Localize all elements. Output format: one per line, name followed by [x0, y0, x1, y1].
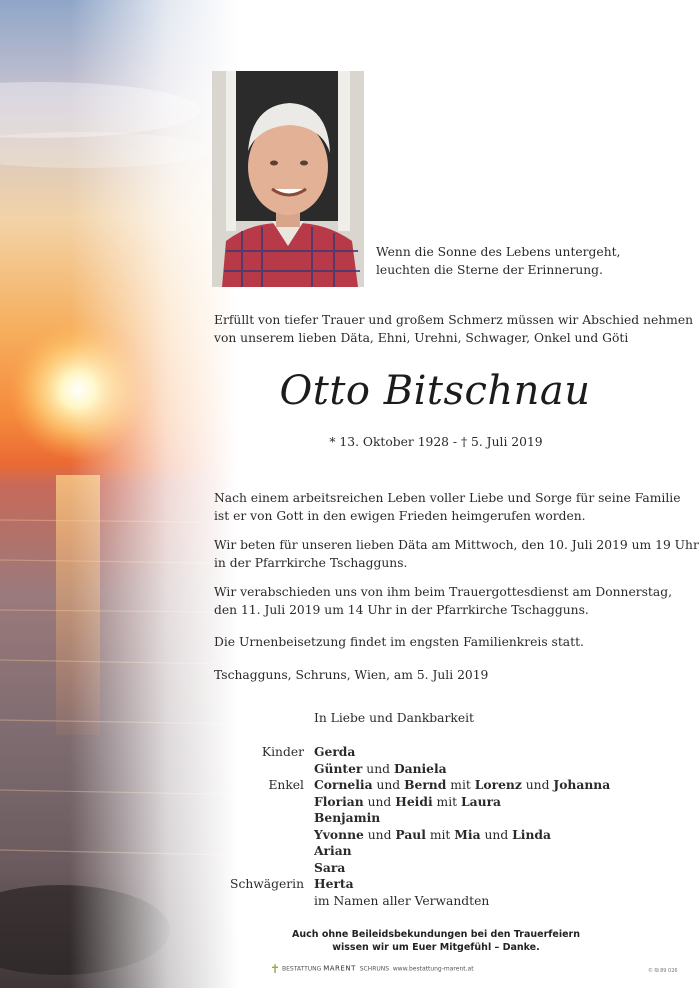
mourner-name: Mia — [454, 826, 481, 842]
mourner-name: Gerda — [314, 744, 356, 759]
copyright-mark: © ₪ 89 026 — [648, 968, 678, 974]
mourner-name: Yvonne — [314, 826, 364, 842]
list-item — [314, 744, 610, 761]
greeting: In Liebe und Dankbarkeit — [314, 711, 474, 725]
mourner-name: Cornelia — [314, 777, 373, 792]
mourner-name: Florian — [314, 793, 364, 809]
label-schwaegerin: Schwägerin — [230, 877, 304, 891]
deceased-name: Otto Bitschnau — [279, 368, 591, 414]
mourner-name: Lorenz — [474, 777, 522, 792]
paragraph-life — [214, 490, 681, 525]
paragraph-urn — [214, 634, 584, 652]
paragraph-line: Die Urnenbeisetzung findet im engsten Familienkreis statt. — [214, 635, 584, 649]
list-item — [314, 761, 610, 778]
connector: und — [525, 778, 550, 792]
footnote-line: Auch ohne Beileidsbekundungen bei den Trauerfeiern — [292, 929, 580, 940]
list-item — [314, 810, 610, 827]
mourners-list — [314, 744, 610, 909]
paragraph-funeral — [214, 584, 672, 619]
mourner-name: Linda — [512, 826, 551, 842]
intro-line: Erfüllt von tiefer Trauer und großem Schmerz müssen wir Abschied nehmen — [214, 313, 694, 327]
mourner-name: Benjamin — [314, 810, 381, 825]
connector: mit — [436, 794, 458, 809]
mourner-name: Bernd — [404, 777, 447, 792]
motto-line: Wenn die Sonne des Lebens untergeht, — [376, 245, 621, 259]
intro-line: von unserem lieben Däta, Ehni, Urehni, Schwager, Onkel und Göti — [214, 330, 629, 345]
mourner-name: Daniela — [393, 760, 447, 776]
paragraph-line: in der Pfarrkirche Tschagguns. — [214, 555, 408, 570]
cross-icon: ✝ — [270, 962, 281, 976]
place-date — [214, 667, 488, 685]
paragraph-line: Wir beten für unseren lieben Däta am Mittwoch, den 10. Juli 2019 um 19 Uhr — [214, 538, 699, 552]
paragraph-line: Nach einem arbeitsreichen Leben voller Liebe und Sorge für seine Familie — [214, 491, 681, 505]
list-item — [314, 777, 610, 794]
mourner-name: Laura — [461, 793, 502, 809]
mourner-name: Heidi — [395, 793, 433, 809]
mourner-name: Sara — [314, 859, 346, 875]
connector: und — [367, 827, 392, 842]
mourner-name: Paul — [395, 826, 426, 842]
mourner-name: Günter — [314, 760, 363, 776]
paragraph-line: Wir verabschieden uns von ihm beim Trauergottesdienst am Donnerstag, — [214, 585, 672, 599]
footnote — [214, 929, 658, 954]
mourner-name: Herta — [314, 876, 354, 891]
motto — [376, 244, 620, 279]
connector: und — [367, 794, 392, 809]
label-enkel: Enkel — [268, 778, 304, 792]
connector: mit — [429, 827, 451, 842]
intro-text — [214, 312, 693, 347]
paragraph-prayer — [214, 537, 699, 572]
brand-url: www.bestattung-marent.at — [392, 965, 474, 973]
funeral-home-logo — [270, 962, 474, 976]
brand-city: SCHRUNS — [359, 965, 390, 973]
label-kinder: Kinder — [261, 745, 304, 759]
connector: und — [376, 778, 401, 792]
list-item — [314, 794, 610, 811]
mourner-name: Johanna — [553, 777, 611, 792]
list-item — [314, 843, 610, 860]
footnote-line: wissen wir um Euer Mitgefühl – Danke. — [332, 941, 540, 953]
list-item — [314, 827, 610, 844]
connector: und — [484, 827, 509, 842]
motto-line: leuchten die Sterne der Erinnerung. — [376, 262, 603, 277]
connector: und — [366, 761, 391, 776]
list-item: im Namen aller Verwandten — [314, 893, 490, 908]
mourner-name: Arian — [314, 843, 352, 858]
connector: mit — [450, 778, 471, 792]
list-item — [314, 876, 610, 893]
brand-prefix: BESTATTUNG — [281, 965, 322, 973]
life-dates: * 13. Oktober 1928 - † 5. Juli 2019 — [329, 435, 543, 449]
portrait-photo — [212, 71, 364, 287]
paragraph-line: ist er von Gott in den ewigen Frieden heimgerufen worden. — [214, 508, 586, 523]
paragraph-line: Tschagguns, Schruns, Wien, am 5. Juli 2019 — [214, 668, 489, 682]
paragraph-line: den 11. Juli 2019 um 14 Uhr in der Pfarrkirche Tschagguns. — [214, 602, 589, 617]
brand-name: MARENT — [323, 964, 356, 973]
list-item — [314, 860, 610, 877]
